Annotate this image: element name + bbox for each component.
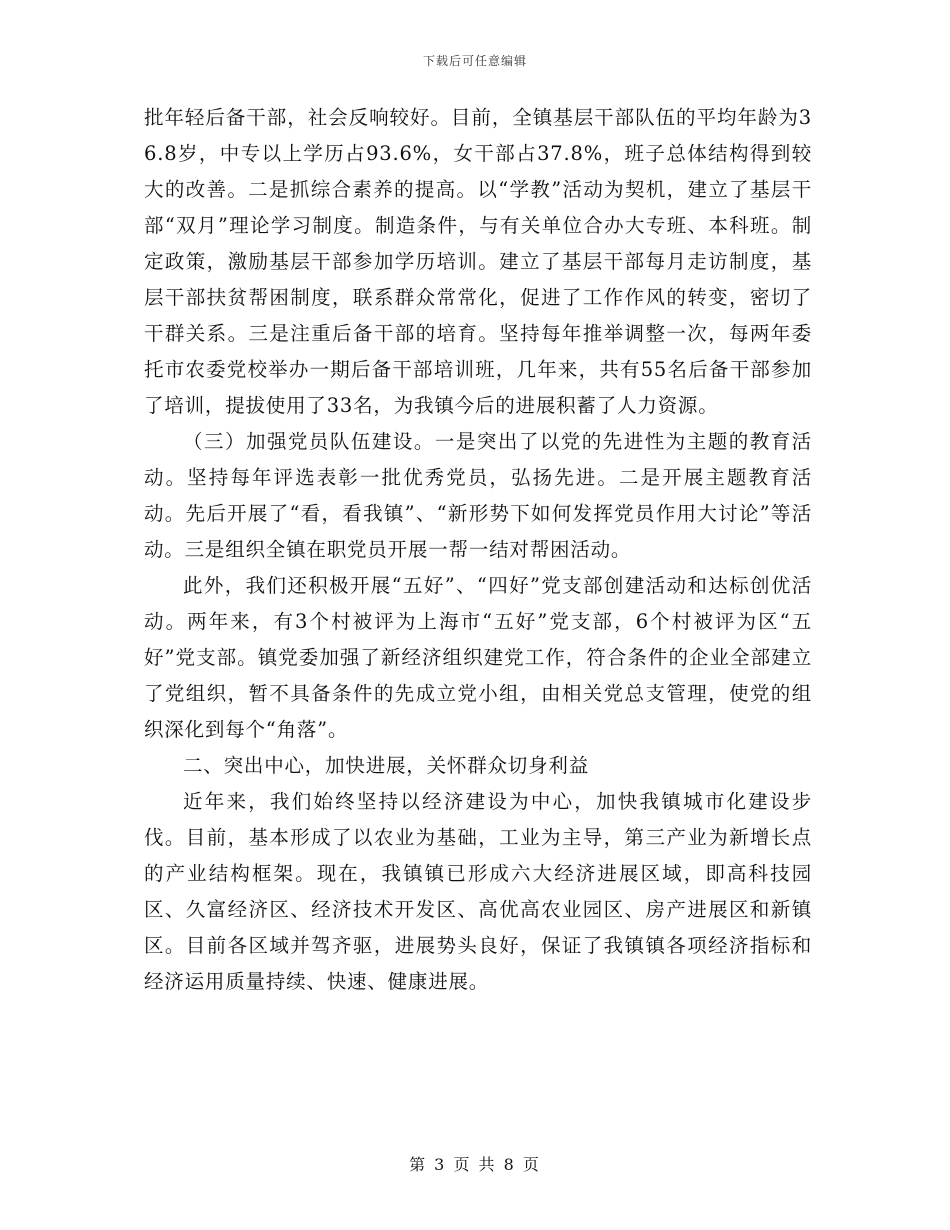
page-footer: 第 3 页 共 8 页 [409, 1155, 541, 1174]
document-body [144, 100, 812, 1000]
paragraph-economic-development: 近年来，我们始终坚持以经济建设为中心，加快我镇城市化建设步伐。目前，基本形成了以农业为基础，工业为主导，第三产业为新增长点的产业结构框架。现在，我镇镇已形成六大经济进展区域，即高科技园区、久富经济区、经济技术开发区、高优高农业园区、房产进展区和新镇区。目前各区域并驾齐驱，进展势头良好，保证了我镇镇各项经济指标和经济运用质量持续、快速、健康进展。 [144, 790, 812, 993]
paragraph-cadre-development: 批年轻后备干部，社会反响较好。目前，全镇基层干部队伍的平均年龄为36.8岁，中专以上学历占93.6%，女干部占37.8%，班子总体结构得到较大的改善。二是抓综合素养的提高。以“学教”活动为契机，建立了基层干部“双月”理论学习制度。制造条件，与有关单位合办大专班、本科班。制定政策，激励基层干部参加学历培训。建立了基层干部每月走访制度，基层干部扶贫帮困制度，联系群众常常化，促进了工作作风的转变，密切了干群关系。三是注重后备干部的培育。坚持每年推举调整一次，每两年委托市农委党校举办一期后备干部培训班，几年来，共有55名后备干部参加了培训，提拔使用了33名，为我镇今后的进展积蓄了人力资源。 [144, 106, 812, 417]
page-header: 下载后可任意编辑 [422, 54, 527, 68]
paragraph-party-member-building: （三）加强党员队伍建设。一是突出了以党的先进性为主题的教育活动。坚持每年评选表彰一批优秀党员，弘扬先进。二是开展主题教育活动。先后开展了“看，看我镇”、“新形势下如何发挥党员作用大讨论”等活动。三是组织全镇在职党员开展一帮一结对帮困活动。 [144, 430, 812, 561]
paragraph-branch-creation: 此外，我们还积极开展“五好”、“四好”党支部创建活动和达标创优活动。两年来，有3个村被评为上海市“五好”党支部，6个村被评为区“五好”党支部。镇党委加强了新经济组织建党工作，符合条件的企业全部建立了党组织，暂不具备条件的先成立党小组，由相关党总支管理，使党的组织深化到每个“角落”。 [144, 574, 812, 741]
section-heading-2: 二、突出中心，加快进展，关怀群众切身利益 [183, 754, 590, 777]
